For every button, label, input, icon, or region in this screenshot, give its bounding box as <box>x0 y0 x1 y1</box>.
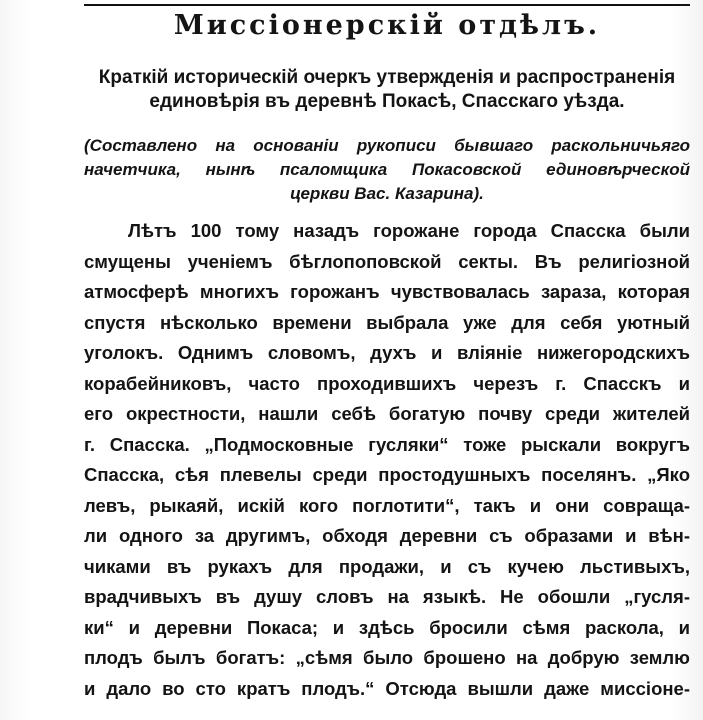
body-line: спустя нѣсколько времени выбрала уже для себя уютный <box>84 311 690 333</box>
header-rule <box>84 4 690 6</box>
source-note-line: (Составлено на основаніи рукописи бывшаго раскольничьяго <box>84 136 690 155</box>
article-title-line: единовѣрія въ деревнѣ Покасѣ, Спасскаго уѣзда. <box>149 91 625 112</box>
article-title <box>84 66 690 114</box>
body-line: уголокъ. Однимъ словомъ, духъ и вліяніе нижегородскихъ <box>84 342 690 363</box>
body-line: ли одного за другимъ, обходя деревни съ образами и вѣн- <box>84 525 690 546</box>
section-title: Миссіонерскій отдѣлъ. <box>173 10 601 41</box>
body-line: врадчивыхъ въ душу словъ на языкѣ. Не обошли „гусля- <box>84 586 690 607</box>
body-line: смущены ученіемъ бѣглопоповской секты. Въ религіозной <box>84 250 690 272</box>
body-line: Лѣтъ 100 тому назадъ горожане города Спасска были <box>128 220 690 241</box>
article-title-line: Краткій историческій очеркъ утвержденія и распространенія <box>98 67 676 88</box>
body-line: плодъ былъ богатъ: „сѣмя было брошено на добрую землю <box>84 647 690 668</box>
body-line: и дало во сто кратъ плодъ.“ Отсюда вышли даже миссіоне- <box>84 677 690 699</box>
source-note-line: начетчика, нынѣ псаломщика Покасовской единовѣрческой <box>84 160 690 179</box>
source-note-line: церкви Вас. Казарина). <box>290 184 484 203</box>
body-line: атмосферѣ многихъ горожанъ чувствовалась зараза, которая <box>84 281 690 302</box>
body-line: ки“ и деревни Покаса; и здѣсь бросили сѣмя раскола, и <box>84 616 690 638</box>
body-line: чиками въ рукахъ для продажи, и съ кучею льстивыхъ, <box>84 555 690 577</box>
body-line: его окрестности, нашли себѣ богатую почву среди жителей <box>84 403 690 424</box>
article-body <box>84 216 690 704</box>
body-line: левъ, рыкаяй, искій кого поглотити“, такъ и они совраща- <box>84 494 690 516</box>
body-line: Спасска, сѣя плевелы среди простодушныхъ поселянъ. „Яко <box>84 464 690 485</box>
source-note <box>84 134 690 206</box>
body-line: корабейниковъ, часто проходившихъ черезъ г. Спасскъ и <box>84 372 690 394</box>
body-line: г. Спасска. „Подмосковные гусляки“ тоже рыскали вокругъ <box>84 433 690 455</box>
